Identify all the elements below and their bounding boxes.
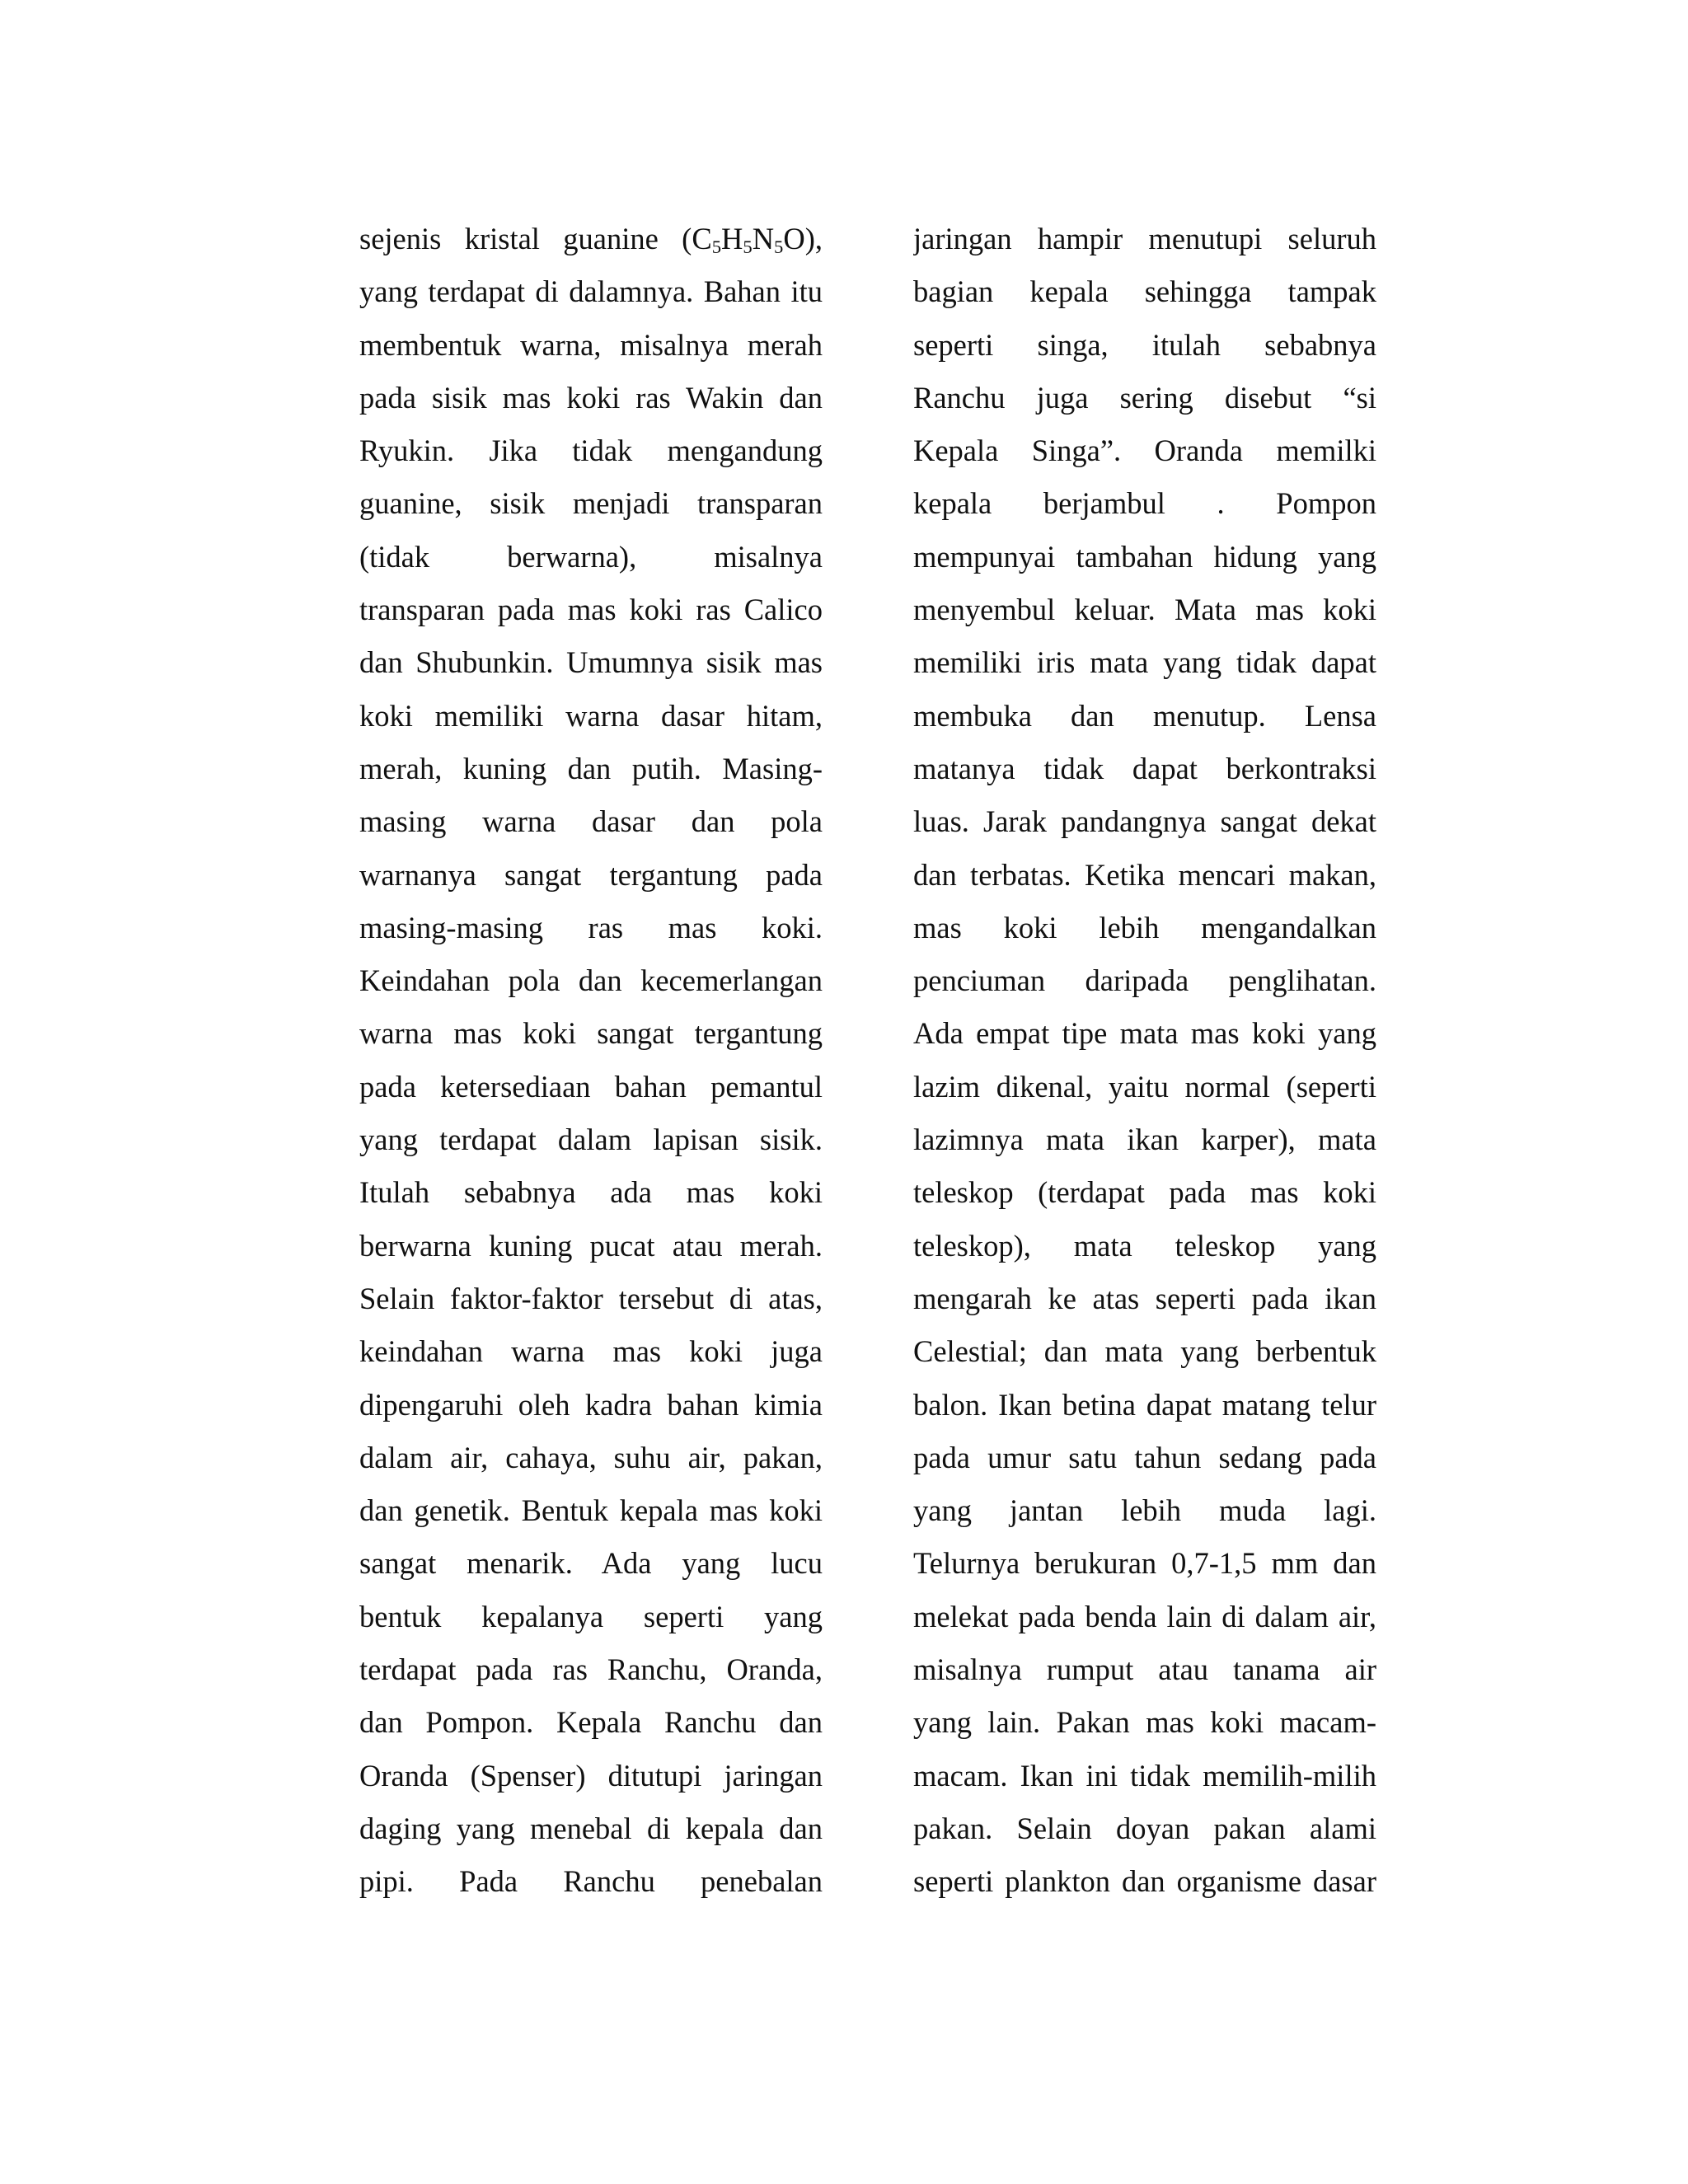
text-line: lazimnya mata ikan karper), mata — [913, 1122, 1376, 1157]
text-line: (tidak berwarna), misalnya — [359, 539, 823, 574]
text-line: Selain faktor-faktor tersebut di atas, — [359, 1281, 823, 1315]
text-line: dalam air, cahaya, suhu air, pakan, — [359, 1440, 823, 1474]
text-line: misalnya rumput atau tanama air — [913, 1652, 1376, 1687]
text-line: bagian kepala sehingga tampak — [913, 274, 1376, 309]
text-line: membentuk warna, misalnya merah — [359, 327, 823, 362]
text-line: dan genetik. Bentuk kepala mas koki — [359, 1493, 823, 1528]
left-text-column — [359, 213, 823, 1909]
text-line: balon. Ikan betina dapat matang telur — [913, 1387, 1376, 1422]
text-line: Telurnya berukuran 0,7-1,5 mm dan — [913, 1546, 1376, 1581]
text-line: menyembul keluar. Mata mas koki — [913, 593, 1376, 627]
text-line: pada ketersediaan bahan pemantul — [359, 1069, 823, 1104]
text-line: macam. Ikan ini tidak memilih-milih — [913, 1758, 1376, 1793]
text-line: dan Pompon. Kepala Ranchu dan — [359, 1705, 823, 1740]
chemical-formula: $C_5H_5N_5O$ — [692, 222, 805, 257]
text-line: seperti singa, itulah sebabnya — [913, 327, 1376, 362]
text-line: pipi. Pada Ranchu penebalan — [359, 1864, 823, 1899]
text-line: terdapat pada ras Ranchu, Oranda, — [359, 1652, 823, 1687]
text-line: membuka dan menutup. Lensa — [913, 698, 1376, 733]
text-line: dan terbatas. Ketika mencari makan, — [913, 857, 1376, 892]
text-line: bentuk kepalanya seperti yang — [359, 1599, 823, 1633]
text-line: Oranda (Spenser) ditutupi jaringan — [359, 1758, 823, 1793]
text-line: pada sisik mas koki ras Wakin dan — [359, 380, 823, 415]
right-text-column — [913, 213, 1376, 1909]
text-line: merah, kuning dan putih. Masing- — [359, 751, 823, 785]
text-line: sangat menarik. Ada yang lucu — [359, 1546, 823, 1581]
text-line: pakan. Selain doyan pakan alami — [913, 1811, 1376, 1845]
text-line: yang jantan lebih muda lagi. — [913, 1493, 1376, 1528]
text-line: memiliki iris mata yang tidak dapat — [913, 645, 1376, 680]
text-line: guanine, sisik menjadi transparan — [359, 486, 823, 521]
text-line: dan Shubunkin. Umumnya sisik mas — [359, 645, 823, 680]
text-line: sejenis kristal guanine $(C_5H_5N_5O)$, — [359, 222, 823, 257]
text-line: Celestial; dan mata yang berbentuk — [913, 1334, 1376, 1369]
text-line: warnanya sangat tergantung pada — [359, 857, 823, 892]
text-line: jaringan hampir menutupi seluruh — [913, 222, 1376, 255]
text-line: penciuman daripada penglihatan. — [913, 963, 1376, 998]
text-line: Itulah sebabnya ada mas koki — [359, 1175, 823, 1210]
text-line: matanya tidak dapat berkontraksi — [913, 751, 1376, 785]
text-line: mengarah ke atas seperti pada ikan — [913, 1281, 1376, 1315]
text-line: transparan pada mas koki ras Calico — [359, 593, 823, 627]
text-line: yang terdapat dalam lapisan sisik. — [359, 1122, 823, 1157]
text-line: mempunyai tambahan hidung yang — [913, 539, 1376, 574]
text-line: koki memiliki warna dasar hitam, — [359, 698, 823, 733]
text-line: lazim dikenal, yaitu normal (seperti — [913, 1069, 1376, 1104]
text-line: keindahan warna mas koki juga — [359, 1334, 823, 1369]
text-line: kepala berjambul . Pompon — [913, 486, 1376, 521]
text-line: dipengaruhi oleh kadra bahan kimia — [359, 1387, 823, 1422]
text-line: seperti plankton dan organisme dasar — [913, 1864, 1376, 1899]
text-line: masing-masing ras mas koki. — [359, 910, 823, 944]
text-line: daging yang menebal di kepala dan — [359, 1811, 823, 1845]
text-line: mas koki lebih mengandalkan — [913, 910, 1376, 944]
text-line: pada umur satu tahun sedang pada — [913, 1440, 1376, 1474]
text-line: Keindahan pola dan kecemerlangan — [359, 963, 823, 998]
text-line: yang terdapat di dalamnya. Bahan itu — [359, 274, 823, 309]
text-line: melekat pada benda lain di dalam air, — [913, 1599, 1376, 1633]
text-line: warna mas koki sangat tergantung — [359, 1016, 823, 1051]
text-line: Ranchu juga sering disebut “si — [913, 380, 1376, 415]
text-line: Kepala Singa”. Oranda memilki — [913, 434, 1376, 468]
text-line: masing warna dasar dan pola — [359, 804, 823, 839]
text-line: teleskop), mata teleskop yang — [913, 1228, 1376, 1263]
text-line: teleskop (terdapat pada mas koki — [913, 1175, 1376, 1210]
text-line: Ada empat tipe mata mas koki yang — [913, 1016, 1376, 1051]
text-line: luas. Jarak pandangnya sangat dekat — [913, 804, 1376, 839]
text-line: Ryukin. Jika tidak mengandung — [359, 434, 823, 468]
text-line: berwarna kuning pucat atau merah. — [359, 1228, 823, 1263]
text-line: yang lain. Pakan mas koki macam- — [913, 1705, 1376, 1740]
